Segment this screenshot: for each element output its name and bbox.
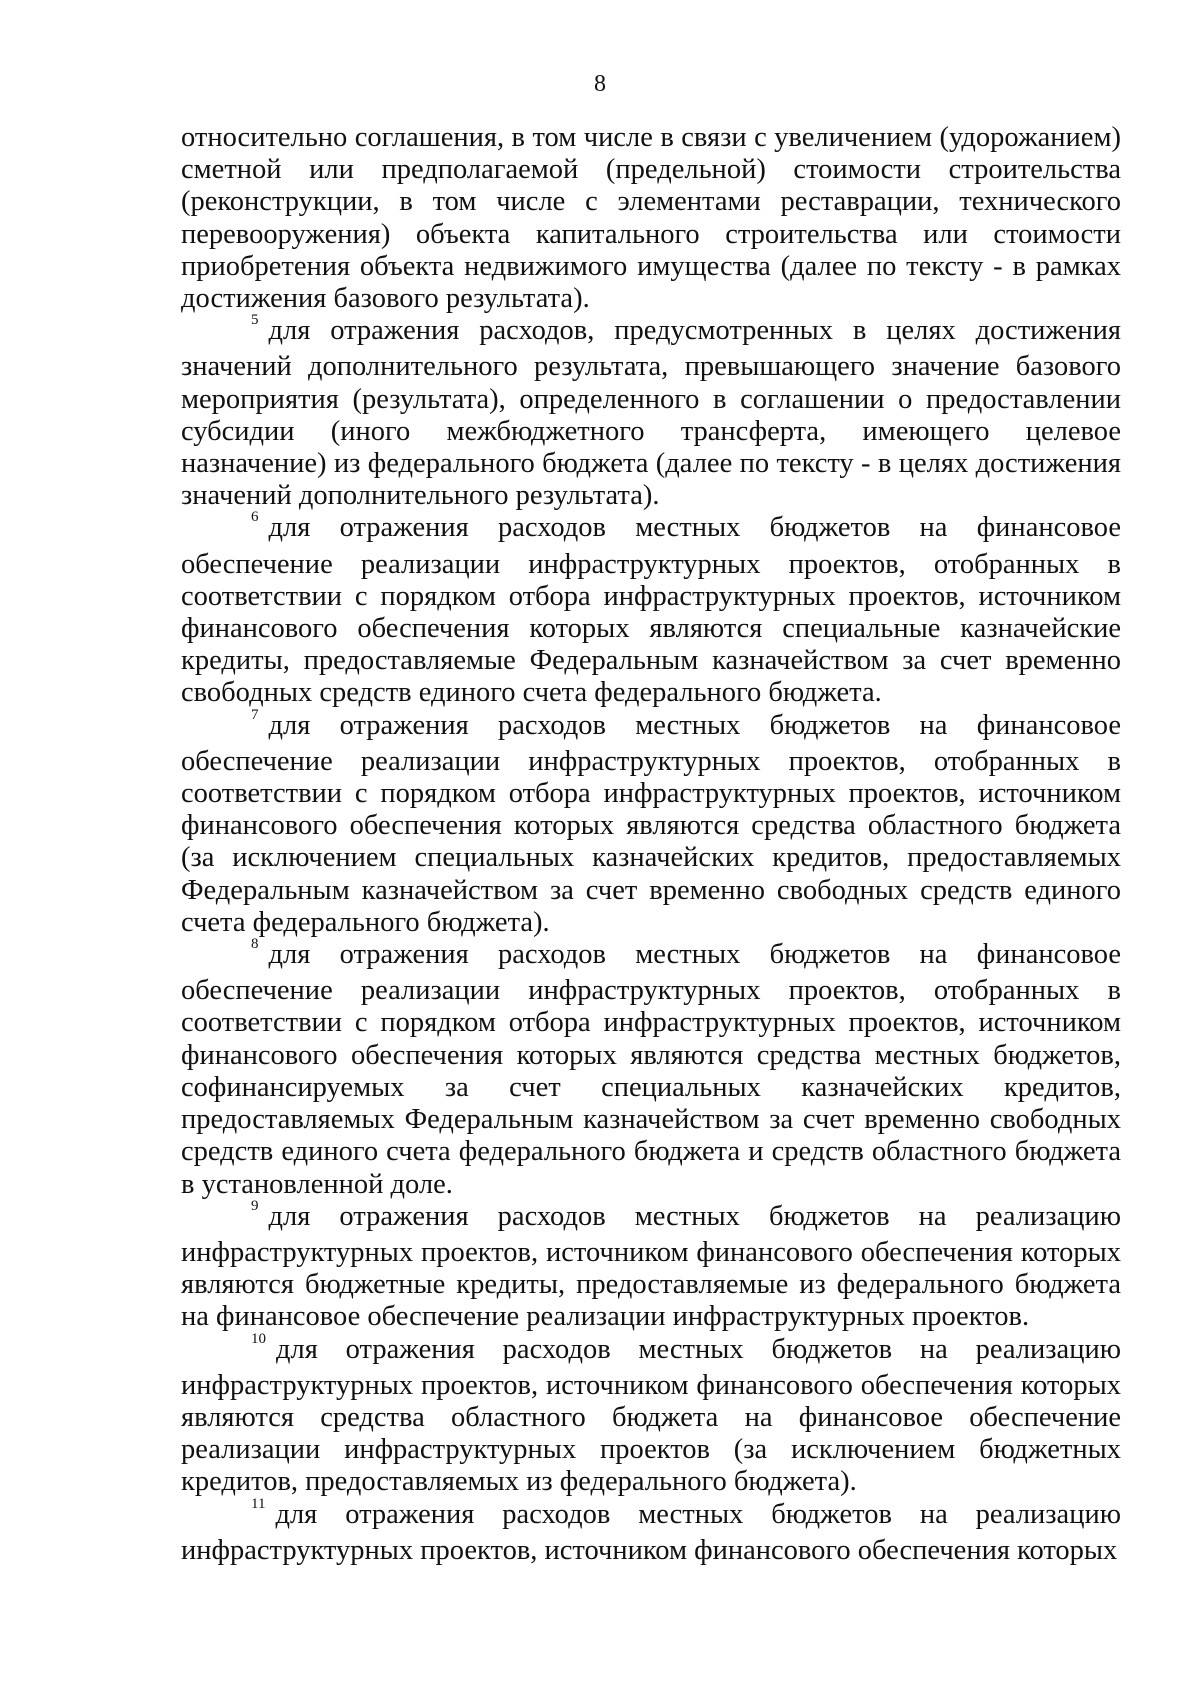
document-body — [181, 122, 1121, 1567]
paragraph-text: для отражения расходов местных бюджетов на реализацию инфраструктурных проектов, источником финансового обеспечения которых являются средства областного бюджета на финансовое обеспечение реализации инфраструктурных проектов (за исключением бюджетных кредитов, предоставляемых из федерального бюджета). — [181, 1333, 1121, 1498]
paragraph-text: относительно соглашения, в том числе в связи с увеличением (удорожанием) сметной или предполагаемой (предельной) стоимости строительства (реконструкции, в том числе с элементами реставрации, технического перевооружения) объекта капитального строительства или стоимости приобретения объекта недвижимого имущества (далее по тексту - в рамках достижения базового результата). — [181, 122, 1121, 315]
paragraph-text: для отражения расходов, предусмотренных в целях достижения значений дополнительного результата, превышающего значение базового мероприятия (результата), определенного в соглашении о предоставлении субсидии (иного межбюджетного трансферта, имеющего целевое назначение) из федерального бюджета (далее по тексту - в целях достижения значений дополнительного результата). — [181, 315, 1121, 512]
footnote-7 — [181, 706, 1121, 939]
footnote-10 — [181, 1330, 1121, 1499]
page-number: 8 — [594, 71, 606, 97]
footnote-mark: 9 — [251, 1197, 259, 1214]
footnote-mark: 7 — [251, 706, 259, 723]
paragraph-text: для отражения расходов местных бюджетов на финансовое обеспечение реализации инфраструктурных проектов, отобранных в соответствии с порядком отбора инфраструктурных проектов, источником финансового обеспечения которых являются средства областного бюджета (за исключением специальных казначейских кредитов, предоставляемых Федеральным казначейством за счет временно свободных средств единого счета федерального бюджета). — [181, 709, 1121, 938]
paragraph-text: для отражения расходов местных бюджетов на финансовое обеспечение реализации инфраструктурных проектов, отобранных в соответствии с порядком отбора инфраструктурных проектов, источником финансового обеспечения которых являются средства местных бюджетов, софинансируемых за счет специальных казначейских кредитов, предоставляемых Федеральным казначейством за счет временно свободных средств единого счета федерального бюджета и средств областного бюджета в установленной доле. — [181, 939, 1121, 1200]
paragraph-text: для отражения расходов местных бюджетов на реализацию инфраструктурных проектов, источником финансового обеспечения которых — [181, 1498, 1121, 1566]
footnote-11 — [181, 1495, 1121, 1567]
footnote-6 — [181, 509, 1121, 709]
paragraph-text: для отражения расходов местных бюджетов на реализацию инфраструктурных проектов, источником финансового обеспечения которых являются бюджетные кредиты, предоставляемые из федерального бюджета на финансовое обеспечение реализации инфраструктурных проектов. — [181, 1200, 1121, 1333]
footnote-5 — [181, 312, 1121, 512]
paragraph-text: для отражения расходов местных бюджетов на финансовое обеспечение реализации инфраструктурных проектов, отобранных в соответствии с порядком отбора инфраструктурных проектов, источником финансового обеспечения которых являются специальные казначейские кредиты, предоставляемые Федеральным казначейством за счет временно свободных средств единого счета федерального бюджета. — [181, 512, 1121, 709]
footnote-mark: 8 — [251, 936, 259, 953]
footnote-mark: 11 — [251, 1495, 266, 1512]
footnote-mark: 6 — [251, 509, 259, 526]
paragraph-continuation — [181, 122, 1121, 315]
footnote-9 — [181, 1197, 1121, 1334]
footnote-8 — [181, 936, 1121, 1201]
footnote-mark: 5 — [251, 312, 259, 329]
footnote-mark: 10 — [251, 1330, 266, 1347]
